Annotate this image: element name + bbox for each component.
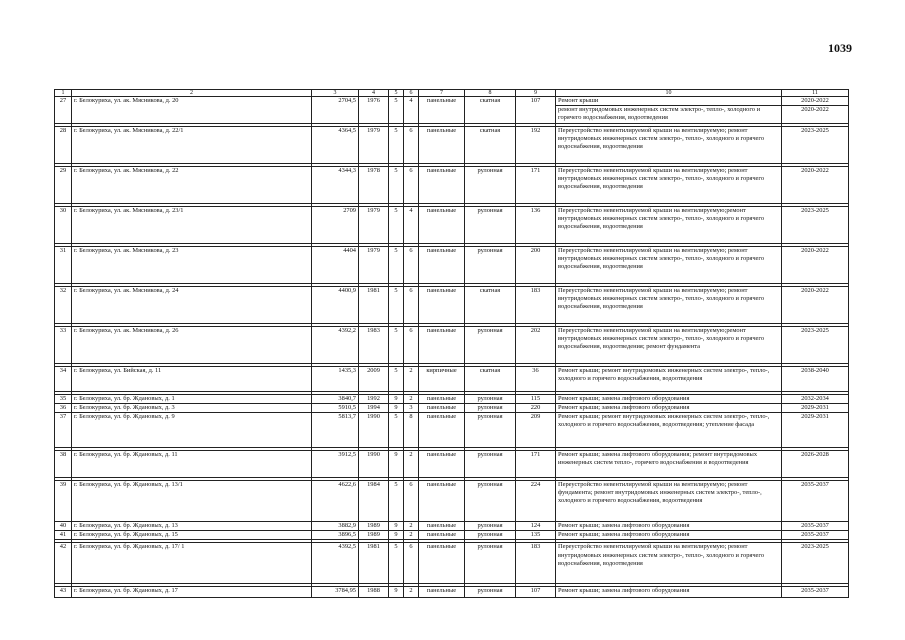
address-cell: г. Белокуриха, ул. бр. Ждановых, д. 13/1 <box>72 481 312 522</box>
year-built-cell: 1992 <box>359 394 389 403</box>
column-header: 7 <box>419 90 465 97</box>
work-description-cell: Ремонт крыши; замена лифтового оборудования <box>556 587 782 598</box>
entrances-cell: 3 <box>404 403 419 412</box>
apartments-cell: 136 <box>516 206 556 243</box>
total-area-cell: 4404 <box>312 246 359 283</box>
entrances-cell: 6 <box>404 126 419 163</box>
address-cell: г. Белокуриха, ул. ак. Мясникова, д. 24 <box>72 286 312 323</box>
total-area-cell: 4400,9 <box>312 286 359 323</box>
address-cell: г. Белокуриха, ул. бр. Ждановых, д. 15 <box>72 531 312 540</box>
row-number-cell: 28 <box>55 126 72 163</box>
address-cell: г. Белокуриха, ул. бр. Ждановых, д. 1 <box>72 394 312 403</box>
address-cell: г. Белокуриха, ул. бр. Ждановых, д. 3 <box>72 403 312 412</box>
wall-material-cell: панельные <box>419 166 465 203</box>
apartments-cell: 200 <box>516 246 556 283</box>
roof-type-cell: скатная <box>465 97 516 124</box>
period-cell: 2032-2034 <box>782 394 849 403</box>
address-cell: г. Белокуриха, ул. ак. Мясникова, д. 22 <box>72 166 312 203</box>
address-cell: г. Белокуриха, ул. бр. Ждановых, д. 13 <box>72 522 312 531</box>
period-cell: 2020-2022 <box>782 106 849 123</box>
floors-cell: 5 <box>389 246 404 283</box>
apartments-cell: 107 <box>516 97 556 124</box>
entrances-cell: 6 <box>404 246 419 283</box>
row-number-cell: 37 <box>55 413 72 448</box>
roof-type-cell: рулонная <box>465 403 516 412</box>
address-cell: г. Белокуриха, ул. бр. Ждановых, д. 17 <box>72 587 312 598</box>
table-row <box>55 451 849 478</box>
year-built-cell: 1979 <box>359 126 389 163</box>
address-cell: г. Белокуриха, ул. бр. Ждановых, д. 9 <box>72 413 312 448</box>
apartments-cell: 224 <box>516 481 556 522</box>
roof-type-cell: рулонная <box>465 543 516 584</box>
work-description-cell: Переустройство невентилируемой крыши на вентилируемую; ремонт внутридомовых инженерных систем электро-, тепло-, холодного и горячего водоснабжения, водоотведения <box>556 166 782 203</box>
address-cell: г. Белокуриха, ул. бр. Ждановых, д. 11 <box>72 451 312 478</box>
roof-type-cell: скатная <box>465 366 516 391</box>
table-row <box>55 394 849 403</box>
floors-cell: 9 <box>389 587 404 598</box>
table-row <box>55 531 849 540</box>
period-cell: 2029-2031 <box>782 403 849 412</box>
wall-material-cell: панельные <box>419 543 465 584</box>
row-number-cell: 33 <box>55 326 72 363</box>
address-cell: г. Белокуриха, ул. ак. Мясникова, д. 22/1 <box>72 126 312 163</box>
entrances-cell: 6 <box>404 286 419 323</box>
row-number-cell: 30 <box>55 206 72 243</box>
entrances-cell: 8 <box>404 413 419 448</box>
table-row <box>55 166 849 203</box>
year-built-cell: 1978 <box>359 166 389 203</box>
column-number-row <box>55 90 849 97</box>
roof-type-cell: рулонная <box>465 413 516 448</box>
floors-cell: 9 <box>389 394 404 403</box>
address-cell: г. Белокуриха, ул. ак. Мясникова, д. 23/1 <box>72 206 312 243</box>
roof-type-cell: рулонная <box>465 481 516 522</box>
floors-cell: 5 <box>389 97 404 124</box>
work-description-cell: Переустройство невентилируемой крыши на вентилируемую; ремонт внутридомовых инженерных систем электро-, тепло-, холодного и горячего водоснабжения, водоотведения <box>556 543 782 584</box>
entrances-cell: 6 <box>404 326 419 363</box>
row-number-cell: 40 <box>55 522 72 531</box>
floors-cell: 9 <box>389 403 404 412</box>
total-area-cell: 4392,2 <box>312 326 359 363</box>
table-row <box>55 97 849 106</box>
wall-material-cell: панельные <box>419 126 465 163</box>
roof-type-cell: рулонная <box>465 451 516 478</box>
table-row <box>55 206 849 243</box>
page-number: 1039 <box>828 41 852 55</box>
work-description-cell: Переустройство невентилируемой крыши на вентилируемую;ремонт внутридомовых инженерных систем электро-, тепло-, холодного и горячего водоснабжения, водоотведения <box>556 206 782 243</box>
entrances-cell: 6 <box>404 481 419 522</box>
year-built-cell: 1981 <box>359 543 389 584</box>
column-header: 4 <box>359 90 389 97</box>
total-area-cell: 4364,5 <box>312 126 359 163</box>
address-cell: г. Белокуриха, ул. бр. Ждановых, д. 17/ 1 <box>72 543 312 584</box>
column-header: 3 <box>312 90 359 97</box>
work-description-cell: Ремонт крыши; ремонт внутридомовых инженерных систем электро-, тепло-, холодного и горячего водоснабжения, водоотведения; утепление фасада <box>556 413 782 448</box>
entrances-cell: 4 <box>404 206 419 243</box>
period-cell: 2023-2025 <box>782 126 849 163</box>
housing-register-table <box>54 89 849 598</box>
table-row <box>55 286 849 323</box>
apartments-cell: 115 <box>516 394 556 403</box>
total-area-cell: 4392,5 <box>312 543 359 584</box>
wall-material-cell: кирпичные <box>419 366 465 391</box>
row-number-cell: 34 <box>55 366 72 391</box>
total-area-cell: 4622,6 <box>312 481 359 522</box>
apartments-cell: 171 <box>516 166 556 203</box>
table-row <box>55 543 849 584</box>
work-description-cell: Переустройство невентилируемой крыши на вентилируемую; ремонт внутридомовых инженерных систем электро-, тепло-, холодного и горячего водоснабжения, водоотведения <box>556 246 782 283</box>
period-cell: 2035-2037 <box>782 587 849 598</box>
wall-material-cell: панельные <box>419 206 465 243</box>
column-header: 11 <box>782 90 849 97</box>
wall-material-cell: панельные <box>419 481 465 522</box>
floors-cell: 5 <box>389 126 404 163</box>
floors-cell: 5 <box>389 286 404 323</box>
floors-cell: 5 <box>389 481 404 522</box>
total-area-cell: 3896,5 <box>312 531 359 540</box>
period-cell: 2035-2037 <box>782 481 849 522</box>
row-number-cell: 39 <box>55 481 72 522</box>
apartments-cell: 220 <box>516 403 556 412</box>
row-number-cell: 27 <box>55 97 72 124</box>
column-header: 9 <box>516 90 556 97</box>
wall-material-cell: панельные <box>419 451 465 478</box>
year-built-cell: 1983 <box>359 326 389 363</box>
floors-cell: 5 <box>389 206 404 243</box>
table-row <box>55 522 849 531</box>
work-description-cell: Ремонт крыши; замена лифтового оборудования <box>556 403 782 412</box>
year-built-cell: 1994 <box>359 403 389 412</box>
table-row <box>55 587 849 598</box>
entrances-cell: 2 <box>404 531 419 540</box>
table-row <box>55 481 849 522</box>
wall-material-cell: панельные <box>419 522 465 531</box>
wall-material-cell: панельные <box>419 394 465 403</box>
roof-type-cell: рулонная <box>465 166 516 203</box>
work-description-cell: Переустройство невентилируемой крыши на вентилируемую; ремонт фундамента; ремонт внутридомовых инженерных систем электро-, тепло-, холодного и горячего водоснабжения, водоотведения <box>556 481 782 522</box>
roof-type-cell: скатная <box>465 286 516 323</box>
work-description-cell: Ремонт крыши; замена лифтового оборудования; ремонт внутридомовых инженерных систем тепло-, горячего водоснабжения и водоотведения <box>556 451 782 478</box>
apartments-cell: 183 <box>516 286 556 323</box>
total-area-cell: 3912,5 <box>312 451 359 478</box>
period-cell: 2020-2022 <box>782 166 849 203</box>
entrances-cell: 6 <box>404 166 419 203</box>
table-row <box>55 366 849 391</box>
period-cell: 2035-2037 <box>782 531 849 540</box>
roof-type-cell: рулонная <box>465 326 516 363</box>
address-cell: г. Белокуриха, ул. ак. Мясникова, д. 20 <box>72 97 312 124</box>
apartments-cell: 209 <box>516 413 556 448</box>
total-area-cell: 3784,95 <box>312 587 359 598</box>
entrances-cell: 2 <box>404 366 419 391</box>
work-description-cell: ремонт внутридомовых инженерных систем электро-, тепло-, холодного и горячего водоснабжения, водоотведения <box>556 106 782 123</box>
floors-cell: 9 <box>389 451 404 478</box>
work-description-cell: Ремонт крыши; замена лифтового оборудования <box>556 522 782 531</box>
total-area-cell: 2704,5 <box>312 97 359 124</box>
year-built-cell: 2009 <box>359 366 389 391</box>
row-number-cell: 32 <box>55 286 72 323</box>
floors-cell: 5 <box>389 413 404 448</box>
roof-type-cell: рулонная <box>465 246 516 283</box>
work-description-cell: Переустройство невентилируемой крыши на вентилируемую; ремонт внутридомовых инженерных систем электро-, тепло-, холодного и горячего водоснабжения, водоотведения <box>556 286 782 323</box>
entrances-cell: 2 <box>404 451 419 478</box>
entrances-cell: 4 <box>404 97 419 124</box>
apartments-cell: 171 <box>516 451 556 478</box>
wall-material-cell: панельные <box>419 413 465 448</box>
year-built-cell: 1984 <box>359 481 389 522</box>
total-area-cell: 2709 <box>312 206 359 243</box>
period-cell: 2038-2040 <box>782 366 849 391</box>
total-area-cell: 1435,3 <box>312 366 359 391</box>
period-cell: 2023-2025 <box>782 206 849 243</box>
period-cell: 2026-2028 <box>782 451 849 478</box>
roof-type-cell: рулонная <box>465 522 516 531</box>
work-description-cell: Ремонт крыши; замена лифтового оборудования <box>556 394 782 403</box>
total-area-cell: 3882,9 <box>312 522 359 531</box>
floors-cell: 9 <box>389 531 404 540</box>
address-cell: г. Белокуриха, ул. ак. Мясникова, д. 23 <box>72 246 312 283</box>
period-cell: 2020-2022 <box>782 246 849 283</box>
year-built-cell: 1988 <box>359 587 389 598</box>
period-cell: 2023-2025 <box>782 326 849 363</box>
roof-type-cell: рулонная <box>465 206 516 243</box>
table-row <box>55 403 849 412</box>
period-cell: 2020-2022 <box>782 97 849 106</box>
period-cell: 2029-2031 <box>782 413 849 448</box>
floors-cell: 5 <box>389 543 404 584</box>
apartments-cell: 183 <box>516 543 556 584</box>
table-row <box>55 126 849 163</box>
total-area-cell: 5910,5 <box>312 403 359 412</box>
wall-material-cell: панельные <box>419 286 465 323</box>
apartments-cell: 202 <box>516 326 556 363</box>
work-description-cell: Ремонт крыши; ремонт внутридомовых инженерных систем электро-, тепло-, холодного и горячего водоснабжения, водоотведения <box>556 366 782 391</box>
year-built-cell: 1979 <box>359 246 389 283</box>
year-built-cell: 1989 <box>359 531 389 540</box>
apartments-cell: 107 <box>516 587 556 598</box>
row-number-cell: 29 <box>55 166 72 203</box>
apartments-cell: 135 <box>516 531 556 540</box>
year-built-cell: 1979 <box>359 206 389 243</box>
table-row <box>55 246 849 283</box>
wall-material-cell: панельные <box>419 97 465 124</box>
total-area-cell: 3840,7 <box>312 394 359 403</box>
row-number-cell: 41 <box>55 531 72 540</box>
roof-type-cell: рулонная <box>465 531 516 540</box>
total-area-cell: 4344,3 <box>312 166 359 203</box>
year-built-cell: 1981 <box>359 286 389 323</box>
year-built-cell: 1989 <box>359 522 389 531</box>
work-description-cell: Ремонт крыши; замена лифтового оборудования <box>556 531 782 540</box>
row-number-cell: 38 <box>55 451 72 478</box>
table-row <box>55 326 849 363</box>
wall-material-cell: панельные <box>419 403 465 412</box>
column-header: 6 <box>404 90 419 97</box>
column-header: 10 <box>556 90 782 97</box>
table-body <box>55 97 849 598</box>
work-description-cell: Переустройство невентилируемой крыши на вентилируемую;ремонт внутридомовых инженерных систем электро-, тепло-, холодного и горячего водоснабжения, водоотведения; ремонт фундамента <box>556 326 782 363</box>
column-header: 1 <box>55 90 72 97</box>
address-cell: г. Белокуриха, ул. Бийская, д. 11 <box>72 366 312 391</box>
apartments-cell: 36 <box>516 366 556 391</box>
period-cell: 2035-2037 <box>782 522 849 531</box>
floors-cell: 5 <box>389 166 404 203</box>
period-cell: 2023-2025 <box>782 543 849 584</box>
wall-material-cell: панельные <box>419 587 465 598</box>
year-built-cell: 1976 <box>359 97 389 124</box>
roof-type-cell: рулонная <box>465 394 516 403</box>
entrances-cell: 2 <box>404 587 419 598</box>
floors-cell: 5 <box>389 326 404 363</box>
apartments-cell: 124 <box>516 522 556 531</box>
address-cell: г. Белокуриха, ул. ак. Мясникова, д. 26 <box>72 326 312 363</box>
year-built-cell: 1990 <box>359 413 389 448</box>
wall-material-cell: панельные <box>419 246 465 283</box>
work-description-cell: Ремонт крыши <box>556 97 782 106</box>
row-number-cell: 36 <box>55 403 72 412</box>
floors-cell: 5 <box>389 366 404 391</box>
wall-material-cell: панельные <box>419 531 465 540</box>
entrances-cell: 2 <box>404 394 419 403</box>
entrances-cell: 6 <box>404 543 419 584</box>
row-number-cell: 43 <box>55 587 72 598</box>
wall-material-cell: панельные <box>419 326 465 363</box>
period-cell: 2020-2022 <box>782 286 849 323</box>
roof-type-cell: рулонная <box>465 587 516 598</box>
column-header: 2 <box>72 90 312 97</box>
row-number-cell: 31 <box>55 246 72 283</box>
row-number-cell: 42 <box>55 543 72 584</box>
column-header: 5 <box>389 90 404 97</box>
entrances-cell: 2 <box>404 522 419 531</box>
total-area-cell: 5813,7 <box>312 413 359 448</box>
apartments-cell: 192 <box>516 126 556 163</box>
row-number-cell: 35 <box>55 394 72 403</box>
work-description-cell: Переустройство невентилируемой крыши на вентилируемую; ремонт внутридомовых инженерных систем электро-, тепло-, холодного и горячего водоснабжения, водоотведения <box>556 126 782 163</box>
floors-cell: 9 <box>389 522 404 531</box>
column-header: 8 <box>465 90 516 97</box>
roof-type-cell: скатная <box>465 126 516 163</box>
table-row <box>55 413 849 448</box>
year-built-cell: 1990 <box>359 451 389 478</box>
